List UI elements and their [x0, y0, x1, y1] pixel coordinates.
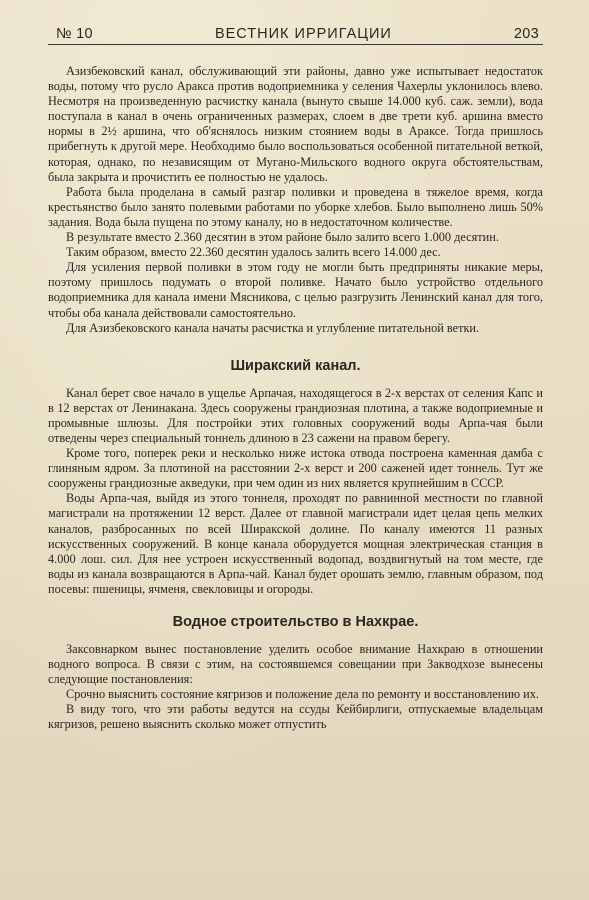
paragraph: Азизбековский канал, обслуживающий эти районы, давно уже испытывает недостаток воды, потому что русло Аракса против водоприемника у селения Чахерлы уклонилось влево. Несмотря на произведенную расчистку канала (вынуто свыше 14.000 куб. саж. земли), вода поступала в канал в очень ограниченных размерах, слоем в две трети куб. аршина вместо нормы в 2½ аршина, что об'яснялось низким стоянием воды в Араксе. Тогда пришлось прибегнуть к другой мере. Необходимо было воспользоваться особенной питательной веткой, которая, однако, по независящим от Мугано-Мильского водного округа обстоятельствам, была закрыта и прочистить ее полностью не удалось. [48, 64, 543, 184]
page-header [48, 26, 543, 45]
paragraph: Работа была проделана в самый разгар поливки и проведена в тяжелое время, когда крестьянство было занято полевыми работами по уборке хлебов. Было выполнено лишь 50% задания. Вода была пущена по этому каналу, но в недостаточном количестве. [48, 184, 543, 229]
paragraph: В результате вместо 2.360 десятин в этом районе было залито всего 1.000 десятин. [66, 230, 499, 245]
paragraph: Канал берет свое начало в ущелье Арпачая, находящегося в 2-х верстах от селения Капс и в 12 верстах от Ленинакана. Здесь сооружены грандиозная плотина, а также водоприемные и промывные шлюзы. Для постройки этих головных сооружений воды Арпа-чая были отведены через специальный тоннель длиною в 23 сажени на правом берегу. [48, 385, 543, 445]
paragraph: Заксовнарком вынес постановление уделить особое внимание Нахкраю в отношении водного вопроса. В связи с этим, на состоявшемся совещании при Закводхозе вынесены следующие постановления: [48, 642, 543, 687]
page-number: 203 [513, 26, 539, 42]
intro-text [48, 64, 543, 336]
paragraph: Воды Арпа-чая, выйдя из этого тоннеля, проходят по равнинной местности по главной магистрали на протяжении 12 верст. Далее от главной магистрали идет целая цепь мелких каналов, разбросанных по всей Ширакской долине. По каналу имеются 11 разных искусственных сооружений. В конце канала оборудуется мощная электрическая станция в 4.000 лош. сил. Для нее устроен искусственный водопад, воздвигнутый на том месте, где воды из канала возвращаются в Арпа-чай. Канал будет орошать землю, главным образом, под посевы: пшеницы, ячменя, свекловицы и огороды. [48, 491, 543, 596]
journal-title: ВЕСТНИК ИРРИГАЦИИ [214, 26, 392, 42]
paragraph: Срочно выяснить состояние кягризов и положение дела по ремонту и восстановлению их. [66, 687, 539, 702]
section-title-shirak: Ширакский канал. [230, 357, 361, 374]
issue-number: № 10 [56, 26, 93, 42]
paragraph: Для усиления первой поливки в этом году не могли быть предприняты никакие меры, поэтому пришлось подумать о второй поливке. Начато было устройство отдельного водоприемника для канала имени Мясникова, с целью разгрузить Ленинский канал для того, чтобы оба канала действовали самостоятельно. [48, 260, 543, 320]
shirak-text [48, 386, 543, 597]
paragraph: Таким образом, вместо 22.360 десятин удалось залить всего 14.000 дес. [66, 245, 441, 260]
paragraph: В виду того, что эти работы ведутся на ссуды Кейбирлиги, отпускаемые владельцам кягризов, решено выяснить сколько может отпустить [48, 702, 543, 732]
paragraph: Для Азизбековского канала начаты расчистка и углубление питательной ветки. [66, 320, 480, 335]
paragraph: Кроме того, поперек реки и несколько ниже истока отвода построена каменная дамба с глиняным ядром. За плотиной на расстоянии 2-х верст и 200 саженей идет тоннель. Тут же сооружены грандиозные акведуки, при чем один из них является крупнейшим в СССР. [48, 446, 543, 491]
section-title-nakhkrai: Водное строительство в Нахкрае. [172, 614, 419, 630]
nakhkrai-text [48, 642, 543, 733]
